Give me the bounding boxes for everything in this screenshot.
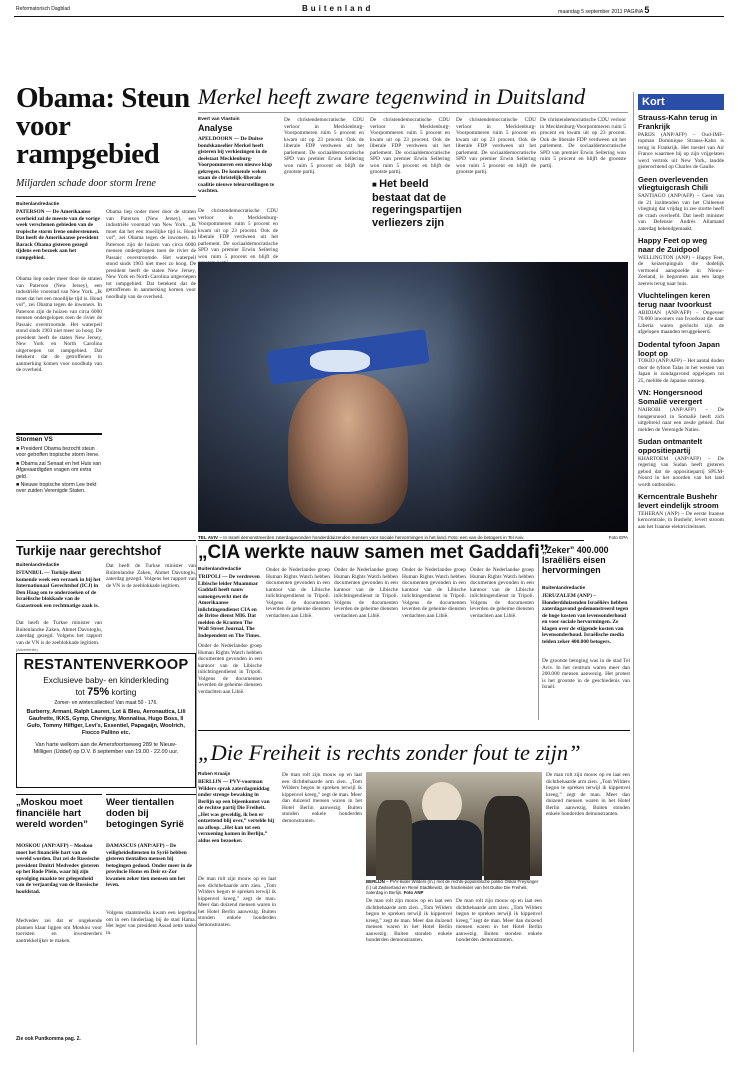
- moskou-rule: [16, 794, 102, 795]
- merkel-author: Evert van Vlastuin: [198, 117, 240, 122]
- right-person-shape: [484, 796, 530, 880]
- photo-shadow: [448, 262, 628, 532]
- merkel-body-col2: De christendemocratische CDU verloor in Mecklenburg-Voorpommeren ruim 5 procent en kwam uit op 23 procent. Ook de liberale FDP verdween uit het parlement. De sociaaldemocratische SPD van premier Erwin Sellering won ruim 5 procent en blijft de grootste partij.: [284, 117, 364, 175]
- obama-body: Obama liep onder meer door de straten van Paterson (New Jersey), een industriële voorstad van New York. „Ik moet dat het een moeilijke tijd is. Houd vol”, zei Obama tegen de inwoners. In Paterson zijn de huizen van circa 6000 mensen ondergelopen toen de rivier de Passaic overstroomde. Het waterpeil stond sinds 1903 niet meer zo hoog. De president heeft de staten New Jersey, New York en North Carolina uitgeroepen tot rampgebied. Dat betekent dat de getroffenen in aanmerking komen voor noodhulp van de overheid.: [16, 276, 102, 373]
- moskou-lead: MOSKOU (ANP/AFP) – Moskou moet het financiële hart van de wereld worden. Dat zei de Russische president Dmitri Medvedev gisteren op het Rode Plein, waar hij zijn opvolging maakte ter gelegenheid van de verjaardag van de Russische hoofdstad.: [16, 843, 100, 895]
- obama-subtitle: Miljarden schade door storm Irene: [16, 178, 156, 189]
- merkel-headline: Merkel heeft zware tegenwind in Duitsland: [198, 84, 586, 109]
- cia-rule: [198, 540, 584, 541]
- kort-item: Kerncentrale Bushehr levert eindelijk stroom TEHERAN (ANP) – De eerste Iraanse kerncentrale, in Bushehr, levert stroom aan het Iraanse elektriciteitsnet.: [638, 492, 724, 530]
- stormen-bullet: ■ Nieuwe tropische storm Lee trekt over zuiden Verenigde Staten.: [16, 482, 97, 495]
- kort-column: [638, 114, 724, 1056]
- left-person-shape: [376, 800, 412, 880]
- glasses-shape: [310, 350, 370, 372]
- stormen-bullet: ■ President Obama bezocht steun voor getroffen tropische storm Irene.: [16, 446, 100, 459]
- wilders-body-col3: De man rolt zijn mouw op en laat een dichtbehaarde arm zien. „Tom Wilders begon te spreken terwijl ik kippenvel kreeg,” zegt de man. Meer dan duizend mensen waren in het Hotel Berlin aanwezig. Buiten stonden enkele honderden demonstranten.: [366, 898, 452, 943]
- kort-item: VN: Hongersnood Somalië verergert NAIROBI (ANP/AFP) – De hongersnood in Somalië heeft zich uitgebreid naar een zesde gebied. Dat melden de Verenigde Naties.: [638, 388, 724, 433]
- syrie-rule: [106, 794, 196, 795]
- israel-divider: [538, 545, 539, 720]
- restantenverkoop-ad[interactable]: [16, 653, 196, 788]
- caption-credit: Foto EPA: [608, 535, 628, 540]
- cia-body-col5: Onder de Nederlandse groep Human Rights Watch hebben documenten gevonden in een kantoor van de Libische inlichtingendienst in Tripoli. Volgens de documenten leverden de geheime diensten verdachten aan Libië.: [470, 567, 534, 619]
- wilders-body-col2: De man rolt zijn mouw op en laat een dichtbehaarde arm zien. „Tom Wilders begon te spreken terwijl ik kippenvel kreeg,” zegt de man. Meer dan duizend mensen waren in het Hotel Berlin aanwezig. Buiten stonden enkele honderden demonstranten.: [282, 772, 362, 824]
- merkel-body-col5: De christendemocratische CDU verloor in Mecklenburg-Voorpommeren ruim 5 procent en kwam uit op 23 procent. Ook de liberale FDP verdween uit het parlement. De sociaaldemocratische SPD van premier Erwin Sellering won ruim 5 procent en blijft de grootste partij.: [540, 117, 626, 169]
- merkel-lead: APELDOORN — De Duitse bondskanselier Merkel heeft gisteren bij verkiezingen in de deelstaat Mecklenburg-Voorpommeren een nieuwe klap gekregen. De komende weken staan de christelijk-liberale coalitie nieuwe teleurstellingen te wachten.: [198, 136, 275, 194]
- kort-divider: [633, 92, 634, 1052]
- turkije-byline: Buitenlandredactie: [16, 563, 60, 568]
- wilders-body-col5: De man rolt zijn mouw op en laat een dichtbehaarde arm zien. „Tom Wilders begon te spreken terwijl ik kippenvel kreeg,” zegt de man. Meer dan duizend mensen waren in het Hotel Berlin aanwezig. Buiten stonden enkele honderden demonstranten.: [546, 772, 630, 817]
- turkije-rule: [16, 540, 196, 541]
- syrie-body: Volgens staatsmedia kwam een legerbus om in een hinderlaag bij de stad Hama. Het leger van president Assad zette tanks in.: [106, 910, 196, 936]
- kort-item: Vluchtelingen keren terug naar Ivoorkust ABIDJAN (ANP/AFP) – Ongeveer 70.000 inwoners van Ivoorkust die naar Liberia waren gevlucht zijn de afgelopen maanden teruggekeerd.: [638, 291, 724, 336]
- israel-byline: Buitenlandredactie: [542, 586, 586, 591]
- tel-aviv-photo: [198, 262, 628, 532]
- kort-item: Geen overlevenden vliegtuigcrash Chili SANTIAGO (ANP/AFP) – Geen van de 21 inzittenden van het Chileense vliegtuig dat vrijdag in zee stortte heeft de crash overleefd. Dat heeft minister van Defensie Andrés Allamand zaterdag bekendgemaakt.: [638, 174, 724, 232]
- ad-info: Van harte welkom aan de Amersfoortseweg 289 te Nieuw-Milligen (Uddel) op D.V. 8 september van 19.00 - 22.00 uur.: [33, 742, 179, 755]
- wilders-rule: [198, 730, 630, 731]
- kort-item: Sudan ontmantelt oppositiepartij KHARTOEM (ANP/AFP) – De regering van Sudan heeft gisteren gebod dat de oppositiepartij SPLM-Noord in het noorden van het land wordt ontbonden.: [638, 437, 724, 488]
- cia-body-col4: Onder de Nederlandse groep Human Rights Watch hebben documenten gevonden in een kantoor van de Libische inlichtingendienst in Tripoli. Volgens de documenten leverden de geheime diensten verdachten aan Libië.: [402, 567, 466, 619]
- israel-headline: „Zeker” 400.000 Israëliërs eisen hervormingen: [542, 545, 609, 575]
- wilders-caption-place: BERLIJN: [366, 879, 385, 884]
- protester-figure: [288, 374, 408, 524]
- turkije-body: Dat heeft de Turkse minister van Buitenlandse Zaken, Ahmet Davutoglu, zaterdag gezegd. Volgens het rapport van de VN is de zeeblokkade legitiem.: [16, 620, 102, 646]
- ad-label: (Advertentie): [16, 648, 38, 652]
- turkije-headline: Turkije naar gerechtshof: [16, 544, 161, 558]
- obama-lead: PATERSON — De Amerikaanse overheid zal de meeste van de vorige week verschenen gebieden van de tropische storm Irene ondersteunen. Dat heeft de Amerikaanse president Barack Obama gisteren gezegd tijdens een bezoek aan het rampgebied.: [16, 209, 100, 261]
- moskou-see-also[interactable]: Zie ook Puntkomma pag. 2.: [16, 1036, 81, 1042]
- kort-item: Happy Feet op weg naar de Zuidpool WELLINGTON (ANP) – Happy Feet, de keizerspinguïn die dodelijk vermoeid aanspoelde in Nieuw-Zeeland, is begonnen aan een lange zeereis terug naar huis.: [638, 236, 724, 287]
- wilders-caption-credit: Foto ANP: [403, 890, 424, 895]
- header-rule: [14, 16, 724, 17]
- stormen-bullet: ■ Obama zal Senaat en het Huis van Afgevaardigden vragen om extra geld.: [16, 460, 102, 480]
- turkije-lead: ISTANBUL — Turkije dient komende week een verzoek in bij het Internationaal Gerechtshof (ICJ) in Den Haag om te onderzoeken of de Israëlische blokkade van de Gazastrook een rechtmatige zaak is.: [16, 570, 101, 609]
- ad-line2: tot 75% korting: [75, 686, 137, 698]
- ad-brands: Burberry, Armani, Ralph Lauren, Lot & Bleu, Aeronautica, Lili Gaufrette, IKKS, Gymp, Chevigny, Monnalisa, Hugo Boss, Il Gufo, Tommy Hilfiger, Levi's, Essentiel, Papagaijn, Woolrich, Fiocco Pallino etc.: [26, 709, 186, 736]
- wilders-lead: BERLIJN — PVV-voorman Wilders sprak zaterdagmiddag onder strenge bewaking in Berlijn op een bijeenkomst van de rechtse partij Die Freiheit. „Het was geweldig, ik ben er ontzettend blij over,” vertelde hij na afloop. „Het kan tot een verzoening komen in Berlijn,” aldus een bezoeker.: [198, 779, 275, 844]
- quote-square-icon: ■: [372, 180, 380, 189]
- cia-body-col2: Onder de Nederlandse groep Human Rights Watch hebben documenten gevonden in een kantoor van de Libische inlichtingendienst in Tripoli. Volgens de documenten leverden de geheime diensten verdachten aan Libië.: [266, 567, 330, 619]
- cia-body-col1: Onder de Nederlandse groep Human Rights Watch hebben documenten gevonden in een kantoor van de Libische inlichtingendienst in Tripoli. Volgens de documenten leverden de geheime diensten verdachten aan Libië.: [198, 643, 262, 695]
- cia-body-col3: Onder de Nederlandse groep Human Rights Watch hebben documenten gevonden in een kantoor van de Libische inlichtingendienst in Tripoli. Volgens de documenten leverden de geheime diensten verdachten aan Libië.: [334, 567, 398, 619]
- stormen-rule: [16, 433, 102, 435]
- kort-label: Kort: [638, 94, 724, 110]
- ad-line3: Zomer- en wintercollecties! Van maat 50 - 176.: [54, 700, 158, 706]
- merkel-body-col1: De christendemocratische CDU verloor in Mecklenburg-Voorpommeren ruim 5 procent en kwam uit op 23 procent. Ook de liberale FDP verdween uit het parlement. De sociaaldemocratische SPD van premier Erwin Sellering won ruim 5 procent en blijft de: [198, 208, 278, 260]
- page-date: [558, 5, 649, 15]
- caption-place: TEL AVIV: [198, 535, 219, 540]
- syrie-headline: Weer tientallen doden bij betogingen Syrië: [106, 797, 184, 830]
- cia-lead: TRIPOLI — De verdreven Libische leider Muammar Gaddafi heeft nauw samengewerkt met de Amerikaanse inlichtingendienst CIA en de Britse dienst MI6. Dat melden de Kranten The Wall Street Journal, The Independent en The Times.: [198, 574, 261, 639]
- wilders-caption-text: – PVV-leider Wilders (m.) met de rechts-populistische politici Oskar Freysinger (l.) uit Zwitserland en René Stadtkewitz, de fractieleider van het Duitse Die Freiheit, zaterdag in Berlijn.: [366, 879, 539, 895]
- date-text: maandag 5 september 2011 PAGINA: [558, 9, 643, 15]
- merkel-genre: Analyse: [198, 123, 233, 133]
- cia-byline: Buitenlandredactie: [198, 567, 242, 572]
- wilders-body-col1: De man rolt zijn mouw op en laat een dichtbehaarde arm zien. „Tom Wilders begon te spreken terwijl ik kippenvel kreeg,” zegt de man. Meer dan duizend mensen waren in het Hotel Berlin aanwezig. Buiten stonden enkele honderden demonstranten.: [198, 876, 276, 928]
- israel-lead: JERUZALEM (ANP) – Honderdduizenden Israëliërs hebben zaterdagavond gedemonstreerd tegen de hoge kosten van levensonderhoud en voor sociale hervormingen. Ze klagen over de stijgende kosten van levensonderhoud. Israëlische media telden zeker 400.000 betogers.: [542, 593, 629, 645]
- merkel-body-col4: De christendemocratische CDU verloor in Mecklenburg-Voorpommeren ruim 5 procent en kwam uit op 23 procent. Ook de liberale FDP verdween uit het parlement. De sociaaldemocratische SPD van premier Erwin Sellering won ruim 5 procent en blijft de grootste partij.: [456, 117, 536, 175]
- israel-body: De grootste betoging was in de stad Tel Aviv. In het centrum waren meer dan 200.000 mensen aanwezig. Het protest is het grootste in de geschiedenis van Israël.: [542, 658, 630, 690]
- wilders-byline: Ruben Kraaijs: [198, 772, 231, 777]
- turkije-body-col2: Dat heeft de Turkse minister van Buitenlandse Zaken, Ahmet Davutoglu, zaterdag gezegd. Volgens het rapport van de VN is de zeeblokkade legitiem.: [106, 563, 196, 589]
- merkel-pull-quote: [372, 178, 462, 229]
- wilders-suit-shape: [404, 820, 482, 880]
- wilders-caption: [366, 879, 542, 896]
- page-number: 5: [644, 5, 650, 15]
- section-title: Buitenland: [302, 4, 374, 13]
- syrie-lead: DAMASCUS (ANP/AFP) – De veiligheidsdiensten in Syrië hebben gisteren tientallen mensen bij betogingen gedood. Onder meer in de provincie Homs en Deir ez-Zor kwamen zeker tien mensen om het leven.: [106, 843, 193, 888]
- ad-title: RESTANTENVERKOOP: [23, 657, 189, 673]
- kort-item: Strauss-Kahn terug in Frankrijk PARIJS (ANP/AFP) – Oud-IMF-topman Dominique Strauss-Kahn is terug in Frankrijk. Het toestel van Air France waarmee hij op zijn vrijgelaten werd vertrok uit New York, landde gisterochtend op Charles de Gaulle.: [638, 113, 724, 171]
- wilders-headline: „Die Freiheit is rechts zonder fout te zijn”: [198, 740, 581, 765]
- obama-byline: Buitenlandredactie: [16, 202, 60, 207]
- merkel-rule: [198, 112, 628, 113]
- wilders-body-col4: De man rolt zijn mouw op en laat een dichtbehaarde arm zien. „Tom Wilders begon te spreken terwijl ik kippenvel kreeg,” zegt de man. Meer dan duizend mensen waren in het Hotel Berlin aanwezig. Buiten stonden enkele honderden demonstranten.: [456, 898, 542, 943]
- moskou-headline: „Moskou moet financiële hart wereld worden”: [16, 797, 88, 830]
- moskou-body: Medvedev zei dat er ongekende plannen klaar liggen om Moskou voor toeristen en investeerders aantrekkelijker te maken.: [16, 918, 102, 944]
- kort-item: Dodental tyfoon Japan loopt op TOKIO (ANP/AFP) – Het aantal doden door de tyfoon Talas in het westen van Japan is zondagavond opgelopen tot 25, meldde de Japanse omroep.: [638, 339, 724, 384]
- cia-headline: „CIA werkte nauw samen met Gaddafi”: [198, 542, 549, 563]
- obama-body-continued: [106, 209, 196, 509]
- obama-rule: [16, 196, 196, 197]
- caption-text: – In Israël demonstreerden zaterdagavonden honderdduizenden mensen voor sociale hervormingen in het land. Foto: een van de betogers in Tel Aviv.: [219, 535, 525, 540]
- stormen-bullet-list: [16, 446, 102, 495]
- pull-quote-text: Het beeld bestaat dat de regeringspartijen verliezers zijn: [372, 178, 462, 229]
- wilders-photo: [366, 772, 542, 876]
- stormen-heading: Stormen VS: [16, 436, 53, 443]
- paper-name: Reformatorisch Dagblad: [16, 6, 70, 12]
- merkel-body-col3: De christendemocratische CDU verloor in Mecklenburg-Voorpommeren ruim 5 procent en kwam uit op 23 procent. Ook de liberale FDP verdween uit het parlement. De sociaaldemocratische SPD van premier Erwin Sellering won ruim 5 procent en blijft de grootste partij.: [370, 117, 450, 175]
- obama-body-col2: Obama liep onder meer door de straten van Paterson (New Jersey), een industriële voorstad van New York. „Ik moet dat het een moeilijke tijd is. Houd vol”, zei Obama tegen de inwoners. In Paterson zijn de huizen van circa 6000 mensen ondergelopen toen de rivier de Passaic overstroomde. Het waterpeil stond sinds 1903 niet meer zo hoog. De president heeft de staten New Jersey, New York en North Carolina uitgeroepen tot rampgebied. Dat betekent dat de getroffenen in aanmerking komen voor noodhulp van de overheid.: [106, 209, 196, 300]
- left-column-divider: [196, 545, 197, 1045]
- ad-discount: 75%: [87, 686, 110, 698]
- ad-line1: Exclusieve baby- en kinderkleding: [43, 675, 169, 685]
- obama-headline: Obama: Steun voor rampgebied: [16, 82, 190, 170]
